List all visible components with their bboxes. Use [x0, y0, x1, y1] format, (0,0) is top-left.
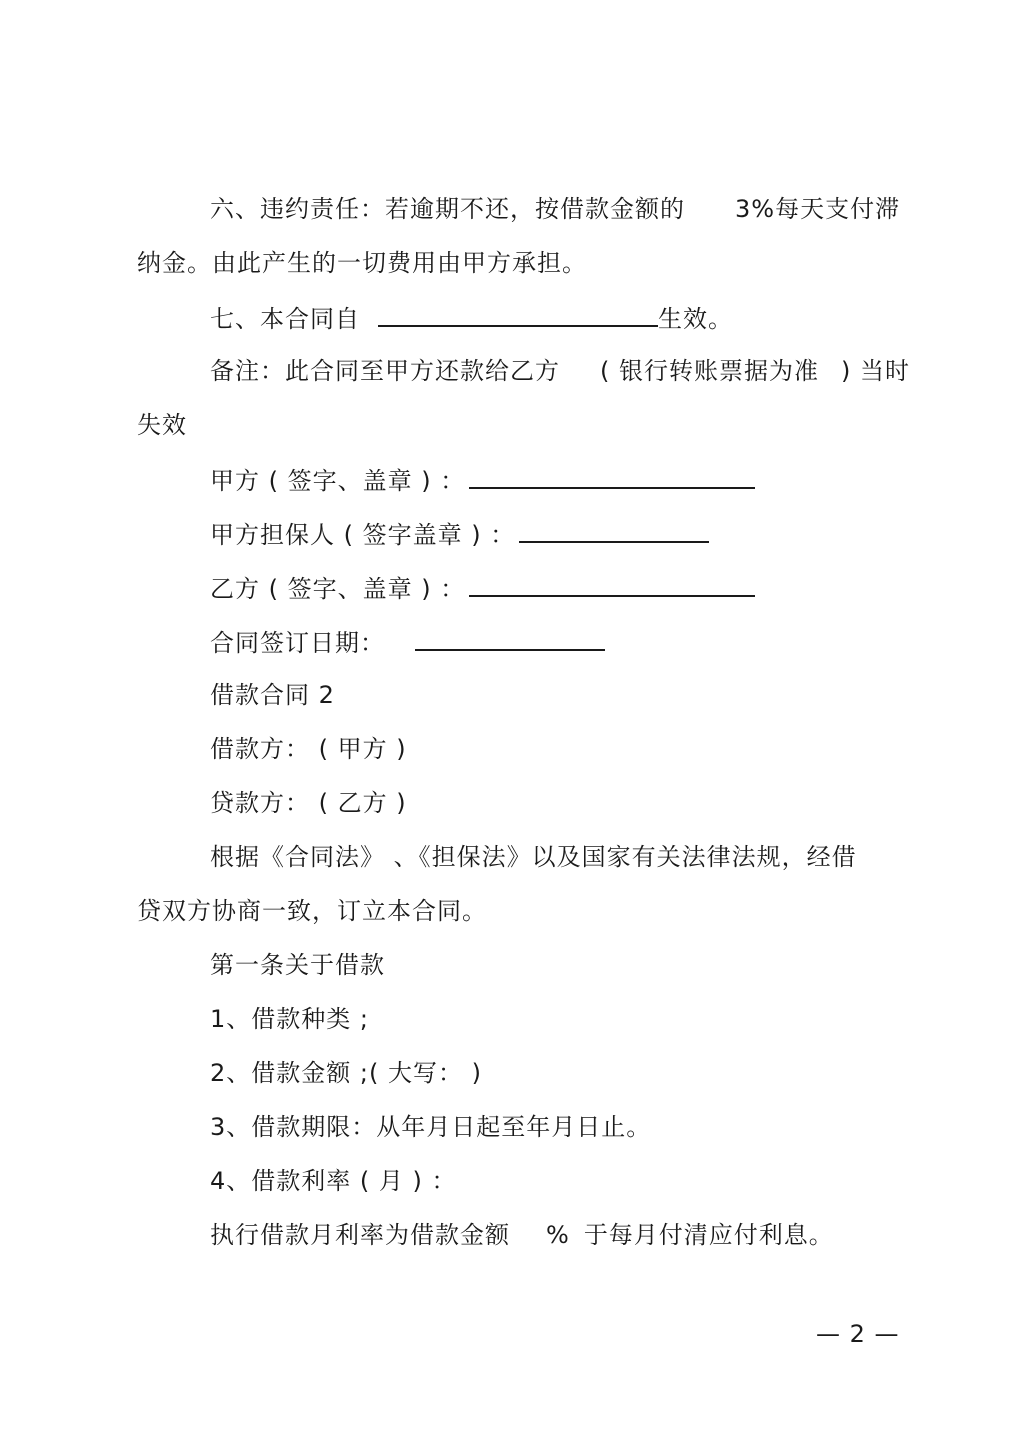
preamble-line-1: 根据《合同法》 、《担保法》以及国家有关法律法规，经借 — [210, 843, 857, 871]
borrower-line: 借款方： ( 甲方 ) — [210, 735, 407, 763]
interest-percent: % — [546, 1221, 570, 1249]
party-b-label: 乙方 ( 签字、盖章 ) ： — [210, 575, 466, 603]
loan-rate-item: 4、借款利率 ( 月 ) ： — [210, 1167, 457, 1195]
sign-date-blank — [415, 625, 605, 651]
article-6-line-1 — [210, 193, 900, 225]
section-1-title: 第一条关于借款 — [210, 951, 385, 979]
contract-2-title: 借款合同 2 — [210, 681, 335, 709]
page-number: — 2 — — [816, 1320, 900, 1348]
article-6-text-b: 3%每天支付滞 — [735, 195, 901, 223]
loan-term-item: 3、借款期限：从年月日起至年月日止。 — [210, 1113, 652, 1141]
article-7-text-before: 七、本合同自 — [210, 305, 360, 333]
interest-text-a: 执行借款月利率为借款金额 — [210, 1221, 510, 1249]
guarantor-signature-blank — [519, 517, 709, 543]
effective-date-blank — [378, 301, 658, 327]
article-6-line-2: 纳金。由此产生的一切费用由甲方承担。 — [137, 249, 587, 277]
guarantor-label: 甲方担保人 ( 签字盖章 ) ： — [210, 521, 516, 549]
party-a-signature-blank — [469, 463, 755, 489]
interest-line — [210, 1219, 834, 1251]
guarantor-signature-line — [210, 517, 709, 551]
interest-text-b: 于每月付清应付利息。 — [583, 1221, 834, 1249]
remark-line-2: 失效 — [137, 411, 187, 439]
article-7-line — [210, 301, 733, 335]
party-a-signature-line — [210, 463, 755, 497]
remark-line-1 — [210, 355, 910, 387]
article-6-text-a: 六、违约责任：若逾期不还，按借款金额的 — [210, 195, 685, 223]
remark-text-b: ( 银行转账票据为准 — [600, 357, 819, 385]
party-a-label: 甲方 ( 签字、盖章 ) ： — [210, 467, 466, 495]
loan-type-item: 1、借款种类 ; — [210, 1005, 369, 1033]
lender-line: 贷款方： ( 乙方 ) — [210, 789, 407, 817]
remark-text-a: 备注：此合同至甲方还款给乙方 — [210, 357, 560, 385]
remark-text-c: ) 当时 — [841, 357, 910, 385]
party-b-signature-line — [210, 571, 755, 605]
article-7-text-after: 生效。 — [658, 305, 733, 333]
sign-date-label: 合同签订日期： — [210, 629, 385, 657]
sign-date-line — [210, 625, 605, 659]
party-b-signature-blank — [469, 571, 755, 597]
loan-amount-item: 2、借款金额 ;( 大写： ) — [210, 1059, 482, 1087]
preamble-line-2: 贷双方协商一致，订立本合同。 — [137, 897, 487, 925]
